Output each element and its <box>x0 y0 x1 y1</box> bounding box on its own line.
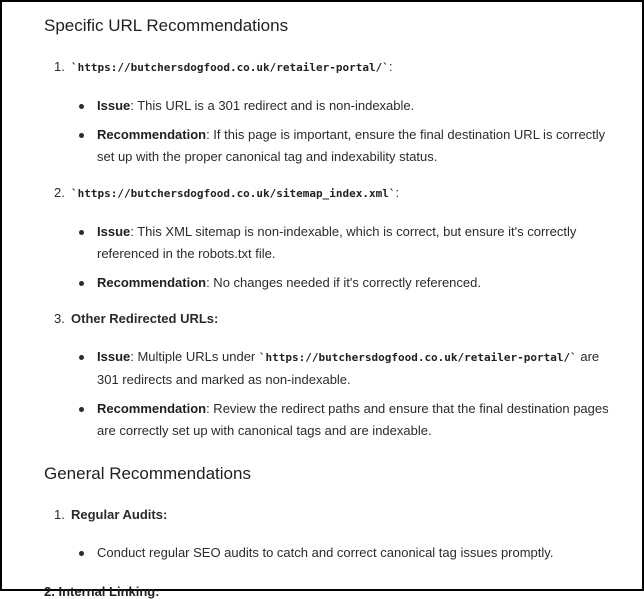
url-code: `https://butchersdogfood.co.uk/sitemap_index.xml` <box>71 187 396 200</box>
bullet-list <box>71 95 624 168</box>
bullet-list <box>71 221 624 294</box>
section-title-general: General Recommendations <box>44 464 251 483</box>
section-title-specific: Specific URL Recommendations <box>44 16 289 35</box>
list-item: 3. Other Redirected URLs: Issue: Multiple URLs under `https://butchersdogfood.co.uk/retailer-portal/` are 301 redirects and marked as non-indexable. Recommendation: Review the redirect paths and ensure that the final destination pages are correctly set up with canonical tags and are indexable. <box>44 308 624 442</box>
bullet-list <box>71 542 624 564</box>
specific-url-list <box>44 56 624 442</box>
bullet-text: : This URL is a 301 redirect and is non-indexable. <box>130 98 415 113</box>
bullet-item <box>71 542 617 564</box>
url-code: `https://butchersdogfood.co.uk/retailer-portal/` <box>258 351 577 364</box>
cutoff-heading: 2. Internal Linking: <box>44 584 160 599</box>
list-item: 2. `https://butchersdogfood.co.uk/sitemap_index.xml`: Issue: This XML sitemap is non-indexable, which is correct, but ensure it's correctly referenced in the robots.txt file. Recommendation: No changes needed if it's correctly referenced. <box>44 182 624 294</box>
bullet-text: : Review the redirect paths and ensure that the final destination pages are correctly set up with canonical tags and are indexable. <box>97 401 609 438</box>
url-code: `https://butchersdogfood.co.uk/retailer-portal/` <box>71 61 389 74</box>
bullet-text: : No changes needed if it's correctly referenced. <box>206 275 481 290</box>
bullet-item: Issue: Multiple URLs under `https://butchersdogfood.co.uk/retailer-portal/` are 301 redirects and marked as non-indexable. <box>71 346 617 391</box>
bullet-list <box>71 346 624 442</box>
bullet-label: Issue <box>97 349 131 364</box>
bullet-label: Issue <box>97 224 131 239</box>
recommendations-content <box>44 16 624 578</box>
bullet-item <box>71 95 617 117</box>
bullet-label: Recommendation <box>97 401 207 416</box>
item-title: Other Redirected URLs <box>71 311 215 326</box>
list-number: 1. <box>54 507 65 522</box>
bullet-item <box>71 124 617 168</box>
bullet-label: Issue <box>97 98 131 113</box>
list-number: 2. <box>54 185 65 200</box>
bullet-item <box>71 398 617 442</box>
general-list <box>44 504 624 564</box>
bullet-item <box>71 272 617 294</box>
bullet-item <box>71 221 617 265</box>
bullet-text: : If this page is important, ensure the final destination URL is correctly set up with the proper canonical tag and indexability status. <box>97 127 606 164</box>
bullet-label: Recommendation <box>97 127 207 142</box>
bullet-text: : This XML sitemap is non-indexable, which is correct, but ensure it's correctly referenced in the robots.txt file. <box>97 224 577 261</box>
bullet-text: Conduct regular SEO audits to catch and correct canonical tag issues promptly. <box>97 545 554 560</box>
item-title: Regular Audits <box>71 507 163 522</box>
bullet-label: Recommendation <box>97 275 207 290</box>
list-number: 3. <box>54 311 65 326</box>
list-item: 1. Regular Audits: Conduct regular SEO audits to catch and correct canonical tag issues promptly. <box>44 504 624 564</box>
list-item: 1. `https://butchersdogfood.co.uk/retailer-portal/`: Issue: This URL is a 301 redirect and is non-indexable. Recommendation: If this page is important, ensure the final destination URL is correctly set up with the proper canonical tag and indexability status. <box>44 56 624 168</box>
list-number: 1. <box>54 59 65 74</box>
